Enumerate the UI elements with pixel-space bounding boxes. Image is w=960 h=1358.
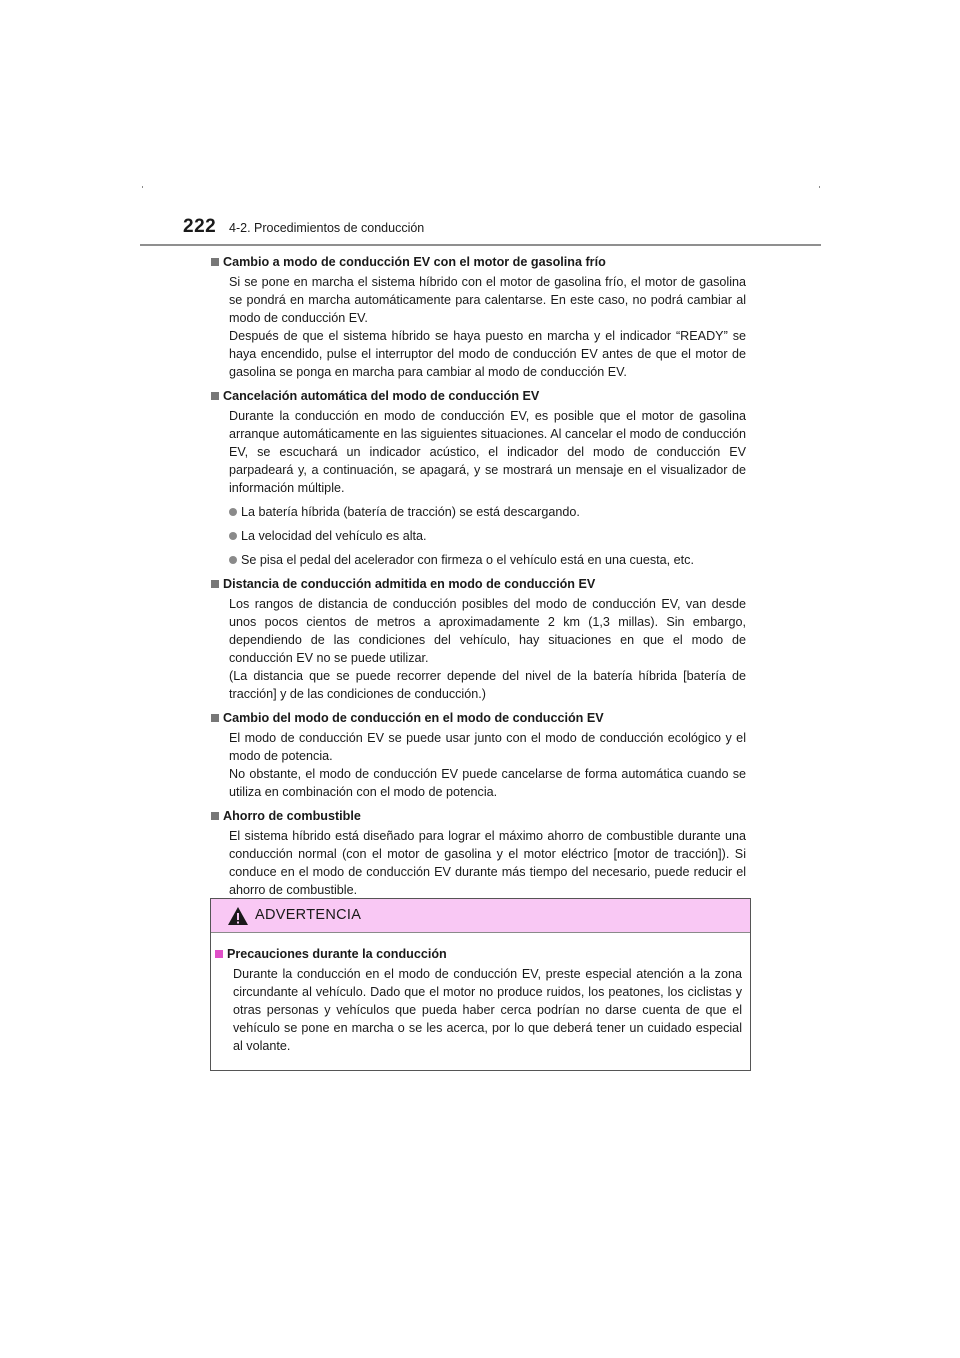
header-divider	[140, 244, 821, 246]
square-bullet-icon	[211, 714, 219, 722]
circle-bullet-icon	[229, 556, 237, 564]
paragraph: Durante la conducción en modo de conducción EV, es posible que el motor de gasolina arranque automáticamente en las siguientes situaciones. Al cancelar el modo de conducción EV, se escuchará un indicador acústico, el indicador del modo de conducción EV parpadeará y, a continuación, se apagará, y se mostrará un mensaje en el visualizador de información múltiple.	[229, 409, 746, 495]
list-item: La batería híbrida (batería de tracción) se está descargando.	[211, 503, 746, 521]
square-bullet-icon	[215, 950, 223, 958]
paragraph: Si se pone en marcha el sistema híbrido con el motor de gasolina frío, el motor de gasolina se pondrá en marcha automáticamente para calentarse. En este caso, no podrá cambiar al modo de conducción EV.	[229, 275, 746, 325]
section-heading: Ahorro de combustible	[211, 807, 746, 825]
bullet-list	[211, 503, 746, 569]
warning-text: Durante la conducción en el modo de conducción EV, preste especial atención a la zona circundante al vehículo. Dado que el motor no produce ruidos, los peatones, los ciclistas y otras personas y vehículos que pueda haber cerca podrían no darse cuenta de que el vehículo se pone en marcha o se les acerca, por lo que deberá tener un cuidado especial al volante.	[233, 967, 742, 1053]
section-heading: Distancia de conducción admitida en modo de conducción EV	[211, 575, 746, 593]
paragraph: Los rangos de distancia de conducción posibles del modo de conducción EV, van desde unos pocos cientos de metros a aproximadamente 2 km (1,3 millas). Sin embargo, dependiendo de las condiciones del vehículo, hay situaciones en que el modo de conducción EV no se puede utilizar.	[229, 597, 746, 665]
circle-bullet-icon	[229, 508, 237, 516]
list-item: Se pisa el pedal del acelerador con firmeza o el vehículo está en una cuesta, etc.	[211, 551, 746, 569]
paragraph: Después de que el sistema híbrido se haya puesto en marcha y el indicador “READY” se haya encendido, pulse el interruptor del modo de conducción EV antes de que el motor de gasolina se ponga en marcha para cambiar al modo de conducción EV.	[229, 329, 746, 379]
square-bullet-icon	[211, 580, 219, 588]
section-heading: Cambio a modo de conducción EV con el motor de gasolina frío	[211, 253, 746, 271]
paragraph: El modo de conducción EV se puede usar junto con el modo de conducción ecológico y el modo de potencia.	[229, 731, 746, 763]
warning-title: ADVERTENCIA	[255, 907, 362, 923]
square-bullet-icon	[211, 812, 219, 820]
warning-header	[211, 899, 750, 933]
section-auto-cancel	[211, 387, 746, 569]
section-fuel-economy	[211, 807, 746, 899]
main-content	[211, 253, 746, 905]
section-mode-change	[211, 709, 746, 801]
section-heading: Cancelación automática del modo de conducción EV	[211, 387, 746, 405]
crop-mark-right	[819, 186, 820, 188]
section-heading: Cambio del modo de conducción en el modo de conducción EV	[211, 709, 746, 727]
section-title: 4-2. Procedimientos de conducción	[229, 221, 425, 235]
paragraph: (La distancia que se puede recorrer depende del nivel de la batería híbrida [batería de tracción] y de las condiciones de conducción.)	[229, 669, 746, 701]
warning-heading: Precauciones durante la conducción	[215, 945, 742, 963]
circle-bullet-icon	[229, 532, 237, 540]
section-driving-range	[211, 575, 746, 703]
warning-box	[210, 898, 751, 1071]
warning-triangle-icon	[227, 906, 249, 926]
list-item: La velocidad del vehículo es alta.	[211, 527, 746, 545]
warning-body	[211, 933, 750, 1055]
paragraph: No obstante, el modo de conducción EV puede cancelarse de forma automática cuando se utiliza en combinación con el modo de potencia.	[229, 767, 746, 799]
crop-mark-left	[142, 186, 143, 188]
square-bullet-icon	[211, 392, 219, 400]
page-number: 222	[183, 216, 217, 237]
section-cold-engine	[211, 253, 746, 381]
square-bullet-icon	[211, 258, 219, 266]
paragraph: El sistema híbrido está diseñado para lograr el máximo ahorro de combustible durante una conducción normal (con el motor de gasolina y el motor eléctrico [motor de tracción]). Si conduce en el modo de conducción EV durante más tiempo del necesario, puede reducir el ahorro de combustible.	[229, 829, 746, 897]
